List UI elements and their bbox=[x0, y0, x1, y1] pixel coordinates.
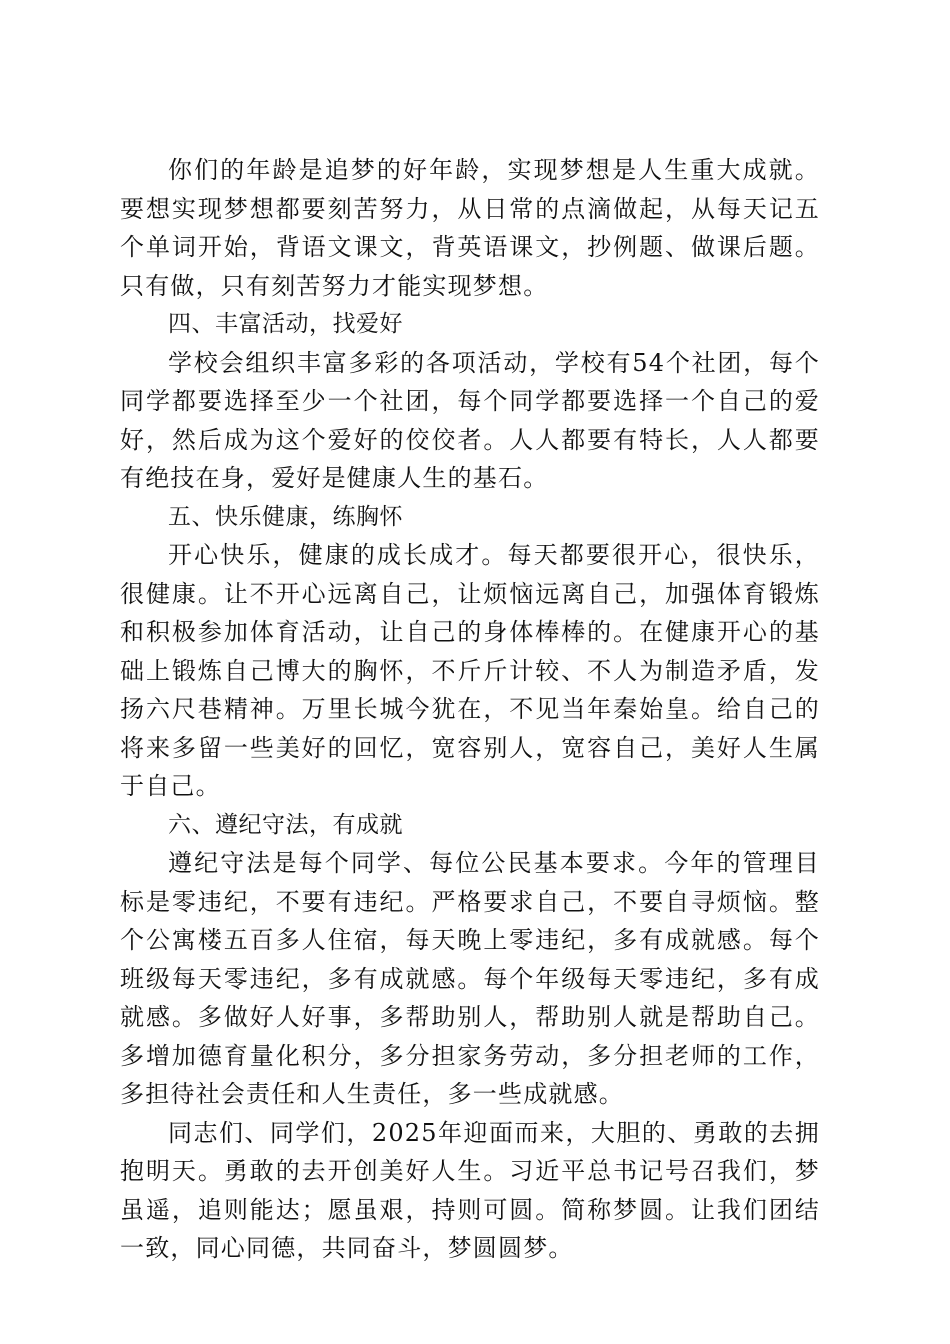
paragraph-health: 开心快乐，健康的成长成才。每天都要很开心，很快乐，很健康。让不开心远离自己，让烦恼远离自己，加强体育锻炼和积极参加体育活动，让自己的身体棒棒的。在健康开心的基础上锻炼自己博大的胸怀，不斤斤计较、不人为制造矛盾，发扬六尺巷精神。万里长城今犹在，不见当年秦始皇。给自己的将来多留一些美好的回忆，宽容别人，宽容自己，美好人生属于自己。 bbox=[120, 541, 820, 800]
section-heading-health: 五、快乐健康，练胸怀 bbox=[168, 503, 403, 530]
paragraph-discipline: 遵纪守法是每个同学、每位公民基本要求。今年的管理目标是零违纪，不要有违纪。严格要求自己，不要自寻烦恼。整个公寓楼五百多人住宿，每天晚上零违纪，多有成就感。每个班级每天零违纪，多有成就感。每个年级每天零违纪，多有成就感。多做好人好事，多帮助别人，帮助别人就是帮助自己。多增加德育量化积分，多分担家务劳动，多分担老师的工作，多担待社会责任和人生责任，多一些成就感。 bbox=[120, 849, 820, 1108]
section-heading-hobbies: 四、丰富活动，找爱好 bbox=[168, 311, 403, 337]
section-heading-discipline: 六、遵纪守法，有成就 bbox=[168, 811, 403, 838]
paragraph-closing: 同志们、同学们，2025年迎面而来，大胆的、勇敢的去拥抱明天。勇敢的去开创美好人生。习近平总书记号召我们，梦虽遥，追则能达；愿虽艰，持则可圆。简称梦圆。让我们团结一致，同心同德，共同奋斗，梦圆圆梦。 bbox=[120, 1118, 820, 1262]
document-body bbox=[120, 151, 820, 1268]
paragraph-activities: 学校会组织丰富多彩的各项活动，学校有54个社团，每个同学都要选择至少一个社团，每个同学都要选择一个自己的爱好，然后成为这个爱好的佼佼者。人人都要有特长，人人都要有绝技在身，爱好是健康人生的基石。 bbox=[120, 348, 820, 492]
paragraph-dream: 你们的年龄是追梦的好年龄，实现梦想是人生重大成就。要想实现梦想都要刻苦努力，从日常的点滴做起，从每天记五个单词开始，背语文课文，背英语课文，抄例题、做课后题。只有做，只有刻苦努力才能实现梦想。 bbox=[120, 156, 820, 300]
